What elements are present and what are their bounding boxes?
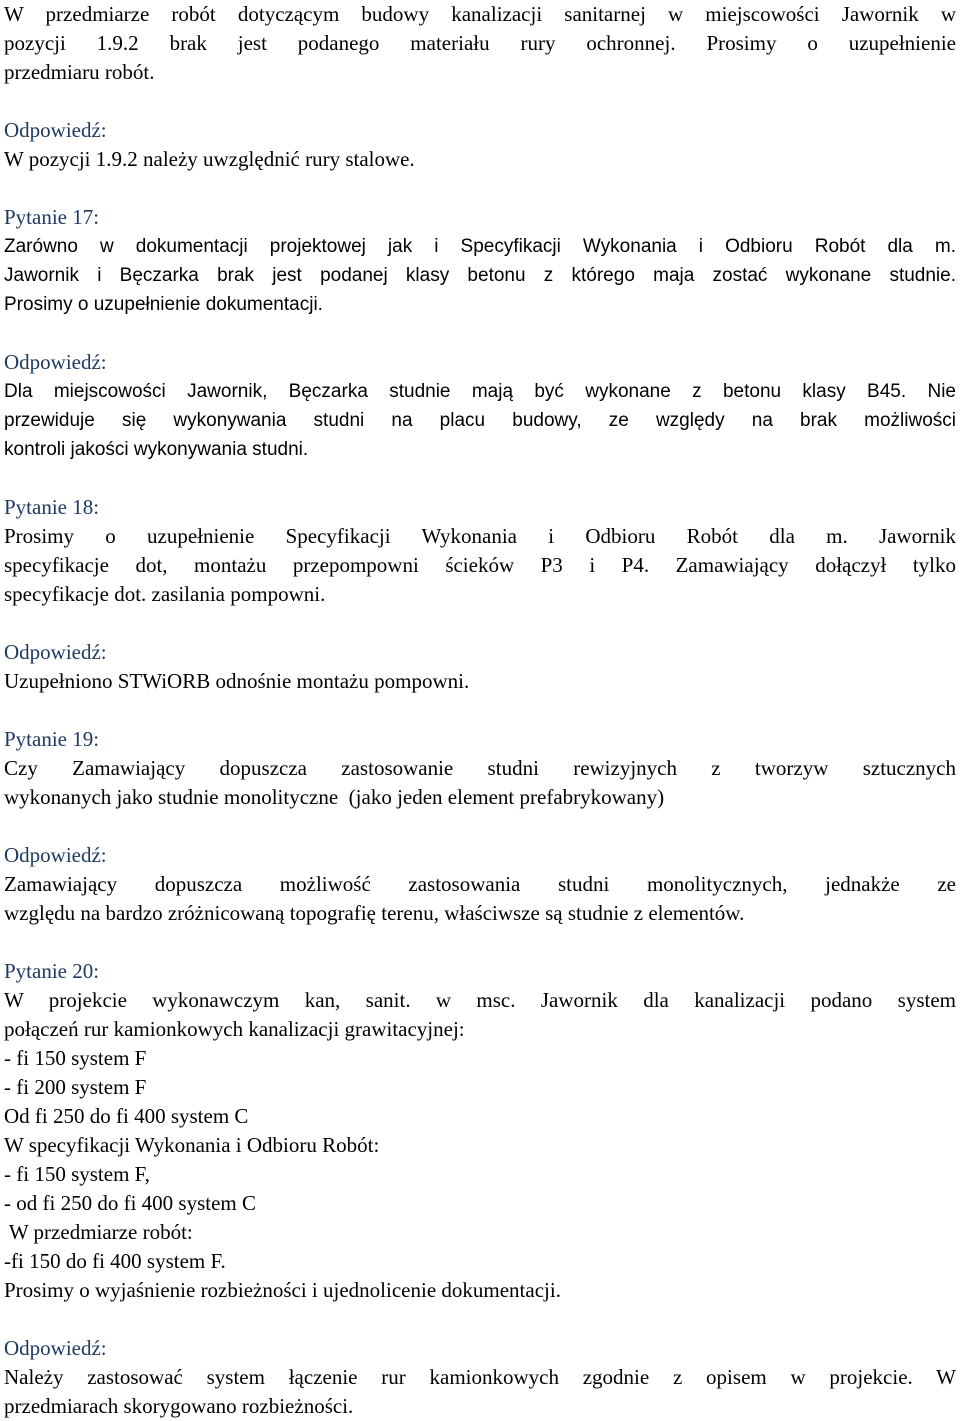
question-list-item: - fi 150 system F, bbox=[4, 1162, 150, 1186]
question-list-item: - od fi 250 do fi 400 system C bbox=[4, 1191, 256, 1215]
question-text-line: Jawornik i Bęczarka brak jest podanej klasy betonu z którego maja zostać wykonane studnie. bbox=[4, 265, 956, 286]
answer-text-line: Uzupełniono STWiORB odnośnie montażu pompowni. bbox=[4, 669, 470, 693]
question-heading: Pytanie 20: bbox=[4, 959, 100, 983]
answer-heading: Odpowiedź: bbox=[4, 1336, 107, 1360]
question-list-item: -fi 150 do fi 400 system F. bbox=[4, 1249, 226, 1273]
question-text-line: Prosimy o uzupełnienie dokumentacji. bbox=[4, 294, 323, 315]
answer-19 bbox=[4, 841, 956, 928]
answer-17 bbox=[4, 348, 956, 464]
question-list-item: - fi 200 system F bbox=[4, 1075, 147, 1099]
question-heading: Pytanie 18: bbox=[4, 495, 100, 519]
answer-text-line: W pozycji 1.9.2 należy uwzględnić rury stalowe. bbox=[4, 147, 415, 171]
question-18 bbox=[4, 493, 956, 609]
question-heading: Pytanie 19: bbox=[4, 727, 100, 751]
question-16-tail bbox=[4, 0, 956, 87]
question-text-line: Czy Zamawiający dopuszcza zastosowanie studni rewizyjnych z tworzyw sztucznych bbox=[4, 756, 956, 780]
answer-20 bbox=[4, 1334, 956, 1421]
question-text-line: W przedmiarze robót: bbox=[4, 1220, 193, 1244]
answer-18 bbox=[4, 638, 956, 696]
answer-heading: Odpowiedź: bbox=[4, 640, 107, 664]
question-text-line: specyfikacje dot, montażu przepompowni ścieków P3 i P4. Zamawiający dołączył tylko bbox=[4, 553, 956, 577]
question-19 bbox=[4, 725, 956, 812]
answer-heading: Odpowiedź: bbox=[4, 843, 107, 867]
question-text-line: Prosimy o uzupełnienie Specyfikacji Wykonania i Odbioru Robót dla m. Jawornik bbox=[4, 524, 956, 548]
question-text-line: Od fi 250 do fi 400 system C bbox=[4, 1104, 249, 1128]
question-text-line: Prosimy o wyjaśnienie rozbieżności i ujednolicenie dokumentacji. bbox=[4, 1278, 561, 1302]
answer-text-line: względu na bardzo zróżnicowaną topografię terenu, właściwsze są studnie z elementów. bbox=[4, 901, 745, 925]
answer-text-line: przedmiarach skorygowano rozbieżności. bbox=[4, 1394, 354, 1418]
answer-text-line: przewiduje się wykonywania studni na placu budowy, ze względy na brak możliwości bbox=[4, 410, 956, 431]
question-heading: Pytanie 17: bbox=[4, 205, 100, 229]
question-text-line: wykonanych jako studnie monolityczne (jako jeden element prefabrykowany) bbox=[4, 785, 665, 809]
answer-16 bbox=[4, 116, 956, 174]
question-text-line: W projekcie wykonawczym kan, sanit. w msc. Jawornik dla kanalizacji podano system bbox=[4, 988, 956, 1012]
answer-text-line: Dla miejscowości Jawornik, Bęczarka studnie mają być wykonane z betonu klasy B45. Nie bbox=[4, 381, 956, 402]
question-text-line: przedmiaru robót. bbox=[4, 60, 155, 84]
question-text-line: W specyfikacji Wykonania i Odbioru Robót: bbox=[4, 1133, 380, 1157]
question-text-line: W przedmiarze robót dotyczącym budowy kanalizacji sanitarnej w miejscowości Jawornik w bbox=[4, 2, 956, 26]
question-text-line: połączeń rur kamionkowych kanalizacji grawitacyjnej: bbox=[4, 1017, 465, 1041]
question-20 bbox=[4, 957, 956, 1305]
question-17 bbox=[4, 203, 956, 319]
question-text-line: specyfikacje dot. zasilania pompowni. bbox=[4, 582, 326, 606]
answer-text-line: Zamawiający dopuszcza możliwość zastosowania studni monolitycznych, jednakże ze bbox=[4, 872, 956, 896]
answer-heading: Odpowiedź: bbox=[4, 118, 107, 142]
answer-text-line: Należy zastosować system łączenie rur kamionkowych zgodnie z opisem w projekcie. W bbox=[4, 1365, 956, 1389]
answer-heading: Odpowiedź: bbox=[4, 350, 107, 374]
question-text-line: pozycji 1.9.2 brak jest podanego materiału rury ochronnej. Prosimy o uzupełnienie bbox=[4, 31, 956, 55]
question-list-item: - fi 150 system F bbox=[4, 1046, 147, 1070]
question-text-line: Zarówno w dokumentacji projektowej jak i Specyfikacji Wykonania i Odbioru Robót dla m. bbox=[4, 236, 956, 257]
answer-text-line: kontroli jakości wykonywania studni. bbox=[4, 439, 309, 460]
